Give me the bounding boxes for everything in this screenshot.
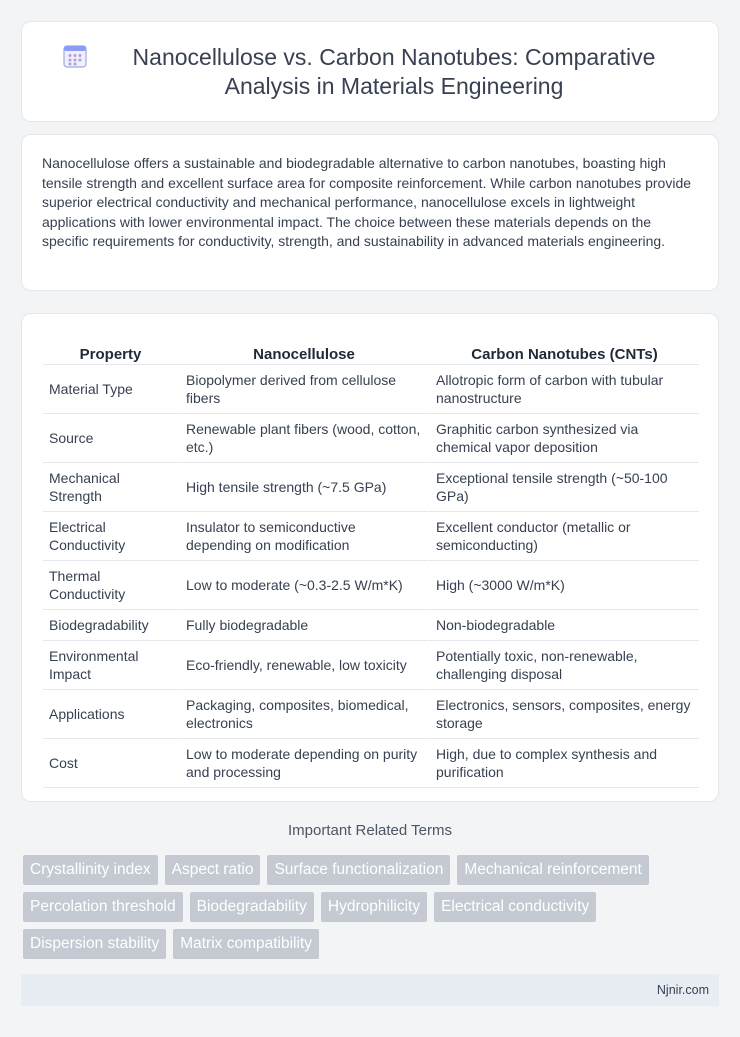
nanocellulose-cell: Eco-friendly, renewable, low toxicity <box>178 641 428 690</box>
nanocellulose-cell: Insulator to semiconductive depending on modification <box>178 512 428 561</box>
page-title: Nanocellulose vs. Carbon Nanotubes: Comparative Analysis in Materials Engineering <box>132 43 656 99</box>
cnt-cell: High, due to complex synthesis and purification <box>428 739 699 788</box>
cnt-cell: Potentially toxic, non-renewable, challenging disposal <box>428 641 699 690</box>
related-terms-title: Important Related Terms <box>288 822 452 839</box>
cnt-cell: Allotropic form of carbon with tubular nanostructure <box>428 365 699 414</box>
table-row <box>43 641 699 690</box>
table-row <box>43 414 699 463</box>
header-property: Property <box>43 334 178 365</box>
property-cell: Biodegradability <box>43 610 178 641</box>
comparison-table <box>43 334 699 788</box>
table-row <box>43 739 699 788</box>
property-cell: Environmental Impact <box>43 641 178 690</box>
table-row <box>43 610 699 641</box>
nanocellulose-cell: High tensile strength (~7.5 GPa) <box>178 463 428 512</box>
tag-biodegradability[interactable]: Biodegradability <box>190 892 314 922</box>
nanocellulose-cell: Packaging, composites, biomedical, electronics <box>178 690 428 739</box>
property-cell: Source <box>43 414 178 463</box>
header-card <box>21 21 719 122</box>
related-terms-tags <box>23 855 713 959</box>
nanocellulose-cell: Low to moderate depending on purity and processing <box>178 739 428 788</box>
tag-crystallinity-index[interactable]: Crystallinity index <box>23 855 158 885</box>
table-row <box>43 365 699 414</box>
cnt-cell: Graphitic carbon synthesized via chemical vapor deposition <box>428 414 699 463</box>
cnt-cell: Electronics, sensors, composites, energy storage <box>428 690 699 739</box>
nanocellulose-cell: Renewable plant fibers (wood, cotton, etc.) <box>178 414 428 463</box>
tag-mechanical-reinforcement[interactable]: Mechanical reinforcement <box>457 855 648 885</box>
property-cell: Electrical Conductivity <box>43 512 178 561</box>
tag-percolation-threshold[interactable]: Percolation threshold <box>23 892 183 922</box>
comparison-table-card <box>21 313 719 802</box>
header-nanocellulose: Nanocellulose <box>178 334 428 365</box>
property-cell: Mechanical Strength <box>43 463 178 512</box>
table-row <box>43 561 699 610</box>
property-cell: Cost <box>43 739 178 788</box>
table-row <box>43 690 699 739</box>
title-wrap <box>22 22 718 121</box>
footer <box>21 974 719 1006</box>
tag-surface-functionalization[interactable]: Surface functionalization <box>267 855 450 885</box>
table-row <box>43 512 699 561</box>
intro-card <box>21 134 719 291</box>
footer-site-link[interactable]: Njnir.com <box>656 983 709 997</box>
nanocellulose-cell: Low to moderate (~0.3-2.5 W/m*K) <box>178 561 428 610</box>
table-row <box>43 463 699 512</box>
cnt-cell: Exceptional tensile strength (~50-100 GPa) <box>428 463 699 512</box>
table-header-row <box>43 334 699 365</box>
nanocellulose-cell: Biopolymer derived from cellulose fibers <box>178 365 428 414</box>
tag-hydrophilicity[interactable]: Hydrophilicity <box>321 892 427 922</box>
tag-dispersion-stability[interactable]: Dispersion stability <box>23 929 166 959</box>
cnt-cell: Excellent conductor (metallic or semiconducting) <box>428 512 699 561</box>
tag-electrical-conductivity[interactable]: Electrical conductivity <box>434 892 596 922</box>
calendar-icon <box>62 43 88 69</box>
header-cnts: Carbon Nanotubes (CNTs) <box>428 334 699 365</box>
nanocellulose-cell: Fully biodegradable <box>178 610 428 641</box>
intro-paragraph: Nanocellulose offers a sustainable and biodegradable alternative to carbon nanotubes, boasting high tensile strength and excellent surface area for composite reinforcement. While carbon nanotubes provide superior electrical conductivity and mechanical performance, nanocellulose excels in lightweight applications with lower environmental impact. The choice between these materials depends on the specific requirements for conductivity, strength, and sustainability in advanced materials engineering. <box>42 155 692 250</box>
cnt-cell: High (~3000 W/m*K) <box>428 561 699 610</box>
property-cell: Thermal Conductivity <box>43 561 178 610</box>
property-cell: Material Type <box>43 365 178 414</box>
tag-matrix-compatibility[interactable]: Matrix compatibility <box>173 929 319 959</box>
property-cell: Applications <box>43 690 178 739</box>
tag-aspect-ratio[interactable]: Aspect ratio <box>165 855 261 885</box>
cnt-cell: Non-biodegradable <box>428 610 699 641</box>
